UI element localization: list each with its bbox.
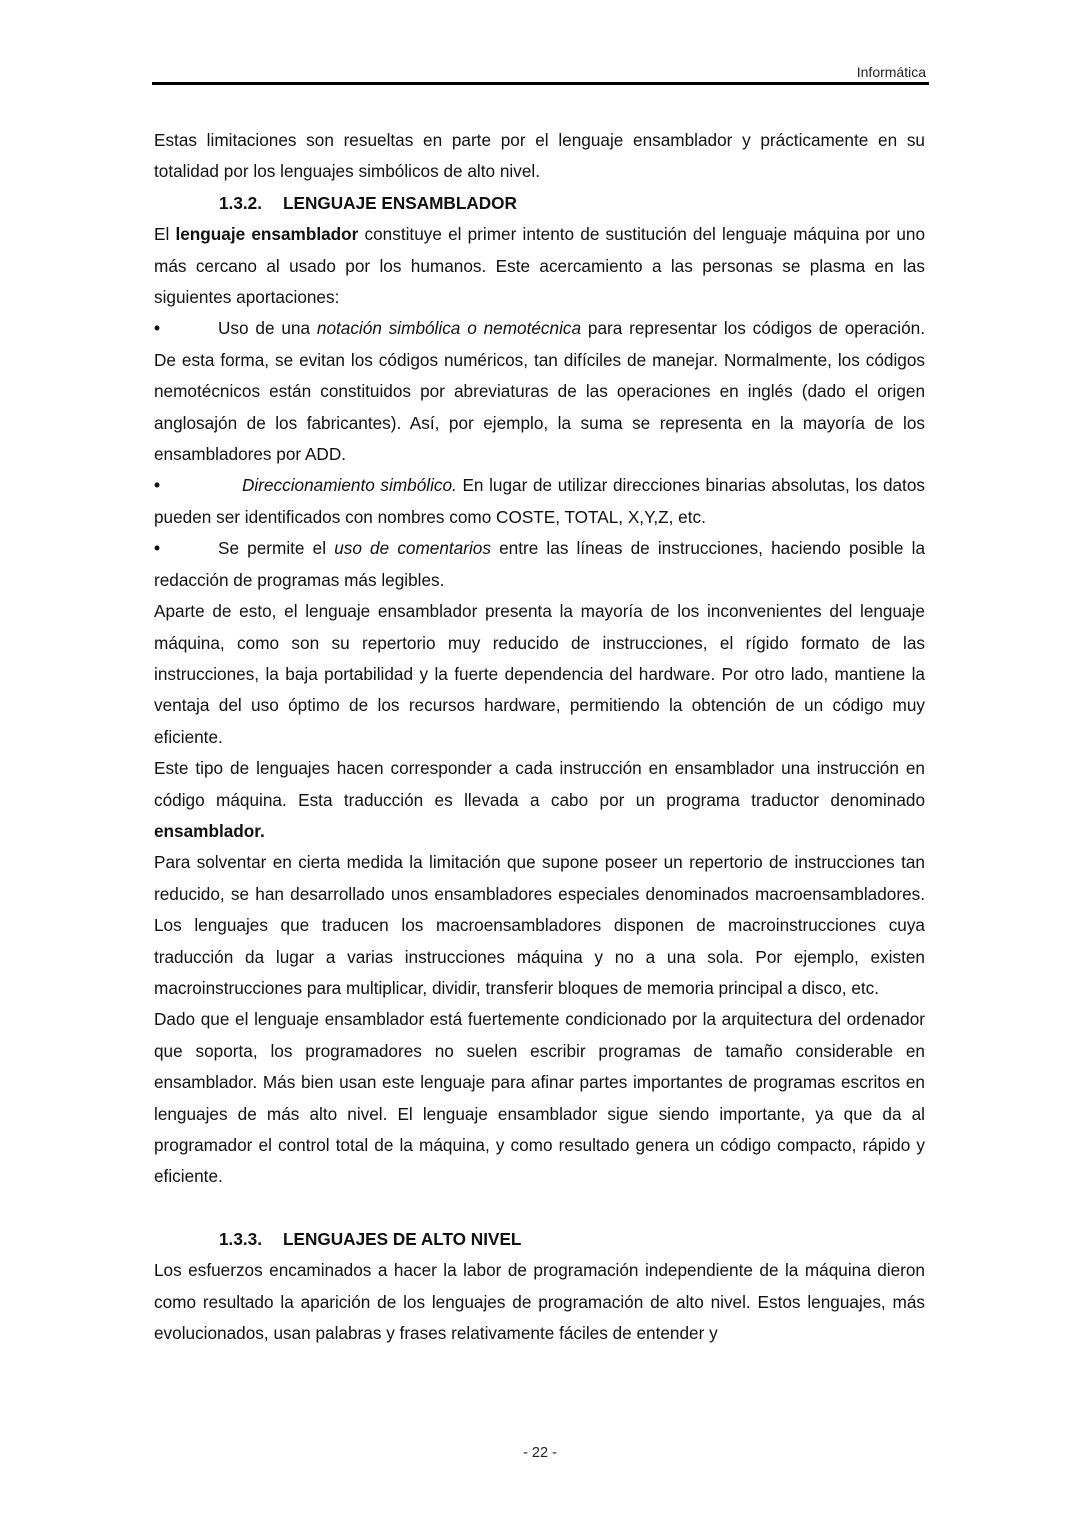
document-body xyxy=(154,125,925,1349)
text-run: Este tipo de lenguajes hacen corresponder a cada instrucción en ensamblador una instrucción en código máquina. Esta traducción es llevada a cabo por un programa traductor denominado xyxy=(154,758,925,810)
text-run: entre las líneas de instrucciones, haciendo posible la redacción de programas más legibles. xyxy=(154,538,926,590)
paragraph-inconvenientes: Aparte de esto, el lenguaje ensamblador presenta la mayoría de los inconvenientes del lenguaje máquina, como son su repertorio muy reducido de instrucciones, el rígido formato de las instrucciones, la baja portabilidad y la fuerte dependencia del hardware. Por otro lado, mantiene la ventaja del uso óptimo de los recursos hardware, permitiendo la obtención de un código muy eficiente. xyxy=(154,601,925,747)
bullet-icon: • xyxy=(154,538,161,559)
list-item xyxy=(154,470,925,533)
bullet-icon: • xyxy=(154,475,161,496)
paragraph-macroensambladores: Para solventar en cierta medida la limitación que supone poseer un repertorio de instrucciones tan reducido, se han desarrollado unos ensambladores especiales denominados macroensambladores. Los lenguajes que traducen los macroensambladores disponen de macroinstrucciones cuya traducción da lugar a varias instrucciones máquina y no a una sola. Por ejemplo, existen macroinstrucciones para multiplicar, dividir, transferir bloques de memoria principal a disco, etc. xyxy=(154,852,925,998)
italic-term: Direccionamiento simbólico. xyxy=(242,475,457,496)
text-run: para representar los códigos de operación. De esta forma, se evitan los códigos numéricos, tan difíciles de manejar. Normalmente, los códigos nemotécnicos están constituidos por abreviaturas de las operaciones en inglés (dado el origen anglosajón de los fabricantes). Así, por ejemplo, la suma se representa en la mayoría de los ensambladores por ADD. xyxy=(154,318,925,465)
paragraph-traduccion xyxy=(154,753,925,847)
bullet-icon: • xyxy=(154,318,161,339)
paragraph-ensamblador-def xyxy=(154,219,925,313)
section-number: 1.3.2. xyxy=(219,192,263,213)
text-run: Se permite el xyxy=(218,538,335,559)
paragraph-arquitectura: Dado que el lenguaje ensamblador está fuertemente condicionado por la arquitectura del ordenador que soporta, los programadores no suelen escribir programas de tamaño considerable en ensamblador. Más bien usan este lenguaje para afinar partes importantes de programas escritos en lenguajes de más alto nivel. El lenguaje ensamblador sigue siendo importante, ya que da al programador el control total de la máquina, y como resultado genera un código compacto, rápido y eficiente. xyxy=(154,1009,925,1187)
section-number: 1.3.3. xyxy=(219,1228,263,1249)
italic-term: uso de comentarios xyxy=(334,538,491,559)
section-title: LENGUAJES DE ALTO NIVEL xyxy=(283,1228,522,1249)
paragraph-intro: Estas limitaciones son resueltas en parte por el lenguaje ensamblador y prácticamente en su totalidad por los lenguajes simbólicos de alto nivel. xyxy=(154,130,925,182)
spacer xyxy=(154,1193,925,1224)
header-rule xyxy=(152,82,929,85)
text-run: Uso de una xyxy=(218,318,317,339)
page-number: - 22 - xyxy=(523,1445,557,1461)
italic-term: notación simbólica o nemotécnica xyxy=(316,318,582,339)
section-heading-ensamblador xyxy=(154,188,925,219)
bold-term: lenguaje ensamblador xyxy=(175,224,359,245)
text-run: En lugar de utilizar direcciones binarias absolutas, los datos pueden ser identificados con nombres como COSTE, TOTAL, X,Y,Z, etc. xyxy=(154,475,925,527)
list-item xyxy=(154,313,925,470)
section-heading-alto-nivel xyxy=(154,1224,925,1255)
running-header-title: Informática xyxy=(856,64,926,80)
bold-term: ensamblador. xyxy=(154,820,265,841)
section-title: LENGUAJE ENSAMBLADOR xyxy=(283,192,517,213)
text-run: constituye el primer intento de sustitución del lenguaje máquina por uno más cercano al usado por los humanos. Este acercamiento a las personas se plasma en las siguientes aportaciones: xyxy=(154,224,925,308)
list-item xyxy=(154,533,925,596)
text-run: El xyxy=(154,224,176,245)
paragraph-alto-nivel: Los esfuerzos encaminados a hacer la labor de programación independiente de la máquina dieron como resultado la aparición de los lenguajes de programación de alto nivel. Estos lenguajes, más evolucionados, usan palabras y frases relativamente fáciles de entender y xyxy=(154,1260,925,1344)
